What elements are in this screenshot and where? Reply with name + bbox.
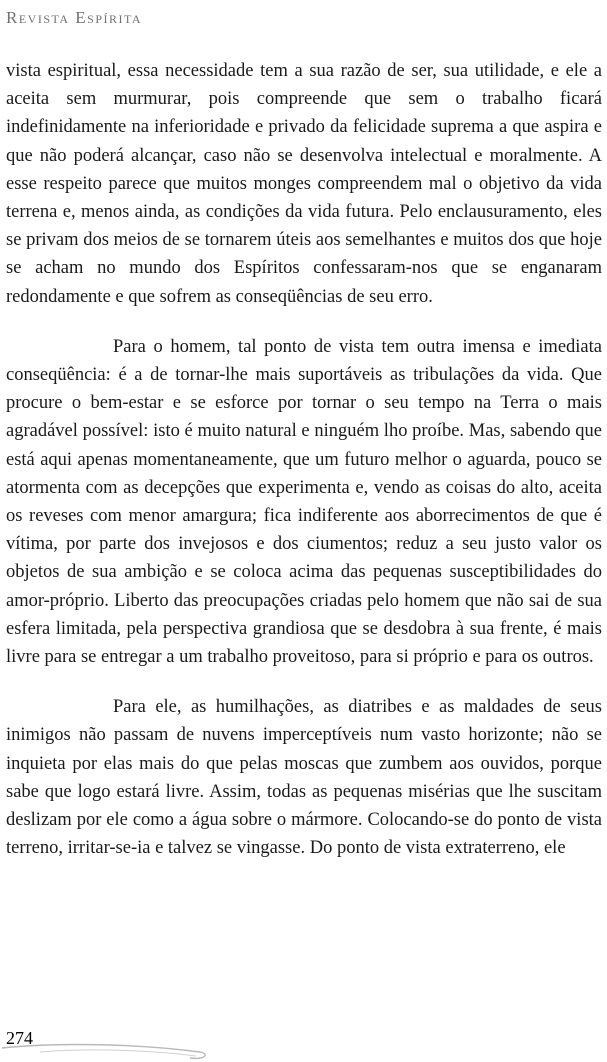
footer-swoosh-decoration (0, 1022, 230, 1062)
page-header-title: Revista Espírita (6, 8, 143, 27)
page-body (6, 57, 602, 884)
paragraph-3: Para ele, as humilhações, as diatribes e as maldades de seus inimigos não passam de nuvens imperceptíveis num vasto horizonte; não se inquieta por elas mais do que pelas moscas que zumbem aos ouvidos, porque sabe que logo estará livre. Assim, todas as pequenas misérias que lhe suscitam deslizam por ele como a água sobre o mármore. Colocando-se do ponto de vista terreno, irritar-se-ia e talvez se vingasse. Do ponto de vista extraterreno, ele (6, 697, 602, 859)
paragraph-2: Para o homem, tal ponto de vista tem outra imensa e imediata conseqüência: é a de tornar-lhe mais suportáveis as tribulações da vida. Que procure o bem-estar e se esforce por tornar o seu tempo na Terra o mais agradável possível: isto é muito natural e ninguém lho proíbe. Mas, sabendo que está aqui apenas momentaneamente, que um futuro melhor o aguarda, pouco se atormenta com as decepções que experimenta e, vendo as coisas do alto, aceita os reveses com menor amargura; fica indiferente aos aborrecimentos de que é vítima, por parte dos invejosos e dos ciumentos; reduz a seu justo valor os objetos de sua ambição e se coloca acima das pequenas susceptibilidades do amor-próprio. Liberto das preocupações criadas pelo homem que não sai de sua esfera limitada, pela perspectiva grandiosa que se desdobra à sua frente, é mais livre para se entregar a um trabalho proveitoso, para si próprio e para os outros. (6, 336, 602, 668)
paragraph-1: vista espiritual, essa necessidade tem a sua razão de ser, sua utilidade, e ele a aceita sem murmurar, pois compreende que sem o trabalho ficará indefinidamente na inferioridade e privado da felicidade suprema a que aspira e que não poderá alcançar, caso não se desenvolva intelectual e moralmente. A esse respeito parece que muitos monges compreendem mal o objetivo da vida terrena e, menos ainda, as condições da vida futura. Pelo enclausuramento, eles se privam dos meios de se tornarem úteis aos semelhantes e muitos dos que hoje se acham no mundo dos Espíritos confessaram-nos que se enganaram redondamente e que sofrem as conseqüências de seu erro. (6, 61, 602, 307)
page-number: 274 (6, 1028, 33, 1048)
